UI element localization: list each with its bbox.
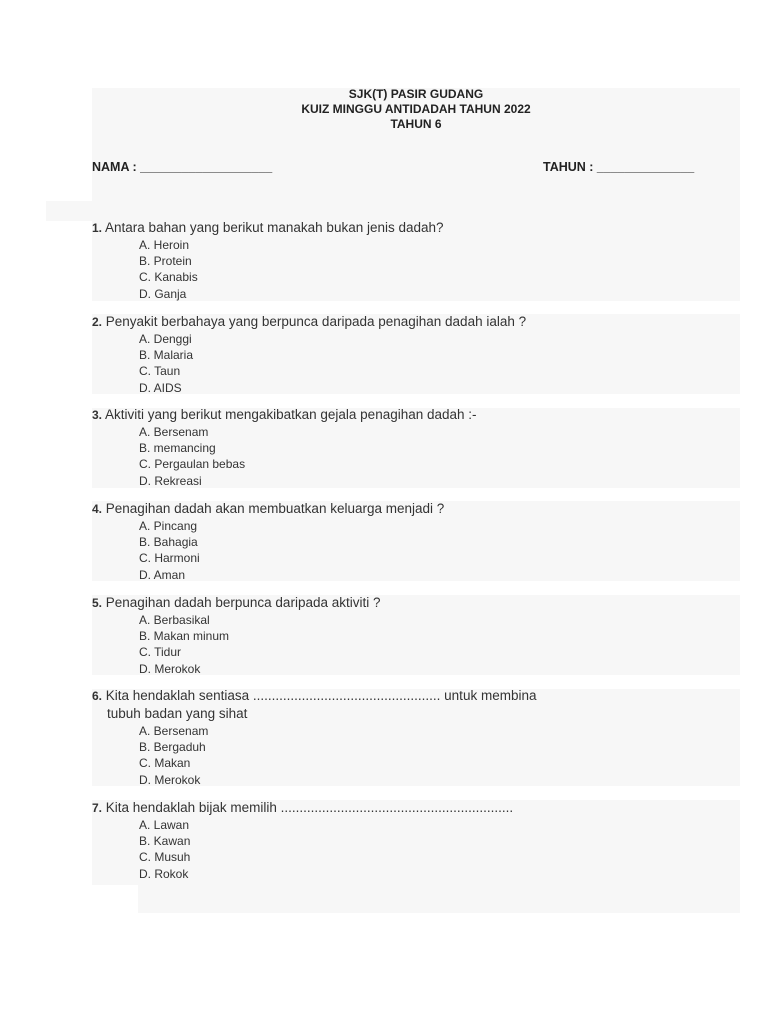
question-number: 4. [92, 502, 103, 516]
option-c: C. Taun [139, 364, 181, 379]
option-c: C. Pergaulan bebas [139, 457, 246, 472]
option-list [139, 424, 732, 489]
option-list [139, 518, 732, 583]
quiz-header [92, 87, 740, 132]
question-2 [92, 313, 732, 396]
q7-lower-shading [138, 885, 740, 913]
question-7 [92, 799, 732, 882]
option-list [139, 331, 732, 396]
option-a: A. Bersenam [139, 724, 209, 738]
option-d: D. Rekreasi [139, 473, 202, 488]
question-number: 7. [92, 801, 103, 815]
question-number: 1. [92, 221, 103, 235]
option-c: C. Kanabis [139, 270, 198, 285]
option-c: C. Harmoni [139, 551, 200, 566]
option-a: A. Heroin [139, 238, 190, 252]
question-5 [92, 594, 732, 677]
margin-shading [46, 201, 740, 221]
option-a: A. Berbasikal [139, 613, 210, 627]
option-d: D. Merokok [139, 661, 201, 676]
option-b: B. Makan minum [139, 629, 230, 644]
question-text: Kita hendaklah sentiasa .................................................. untuk membina [105, 688, 537, 703]
question-number: 5. [92, 596, 103, 610]
question-text: Kita hendaklah bijak memilih .............................................................. [105, 800, 514, 815]
question-1 [92, 219, 732, 302]
option-list [139, 237, 732, 302]
question-number: 6. [92, 689, 103, 703]
option-a: A. Bersenam [139, 425, 209, 439]
question-4 [92, 500, 732, 583]
year-field: TAHUN : ______________ [543, 160, 695, 174]
question-text: Aktiviti yang berikut mengakibatkan gejala penagihan dadah :- [105, 407, 477, 422]
option-a: A. Lawan [139, 818, 190, 832]
option-a: A. Pincang [139, 519, 198, 533]
class-label: TAHUN 6 [390, 117, 442, 131]
option-list [139, 723, 732, 788]
option-b: B. memancing [139, 441, 216, 456]
option-b: B. Malaria [139, 348, 194, 363]
option-b: B. Kawan [139, 834, 191, 849]
question-number: 3. [92, 408, 103, 422]
option-b: B. Protein [139, 254, 192, 269]
option-d: D. Rokok [139, 866, 189, 881]
option-c: C. Musuh [139, 850, 191, 865]
question-text: Antara bahan yang berikut manakah bukan jenis dadah? [105, 220, 444, 235]
question-text: Penagihan dadah akan membuatkan keluarga menjadi ? [105, 501, 445, 516]
option-d: D. AIDS [139, 380, 182, 395]
question-text: Penagihan dadah berpunca daripada aktiviti ? [105, 595, 381, 610]
school-name: SJK(T) PASIR GUDANG [348, 87, 484, 101]
question-3 [92, 406, 732, 489]
option-d: D. Ganja [139, 286, 187, 301]
option-b: B. Bergaduh [139, 740, 206, 755]
option-d: D. Merokok [139, 772, 201, 787]
option-d: D. Aman [139, 567, 186, 582]
question-6 [92, 687, 732, 788]
quiz-title: KUIZ MINGGU ANTIDADAH TAHUN 2022 [301, 102, 531, 116]
question-text: Penyakit berbahaya yang berpunca daripada penagihan dadah ialah ? [105, 314, 527, 329]
option-list [139, 612, 732, 677]
question-number: 2. [92, 315, 103, 329]
option-a: A. Denggi [139, 332, 192, 346]
question-text-continued: tubuh badan yang sihat [107, 706, 248, 721]
option-b: B. Bahagia [139, 535, 198, 550]
name-field: NAMA : ___________________ [92, 160, 273, 174]
option-list [139, 817, 732, 882]
option-c: C. Makan [139, 756, 191, 771]
option-c: C. Tidur [139, 645, 182, 660]
